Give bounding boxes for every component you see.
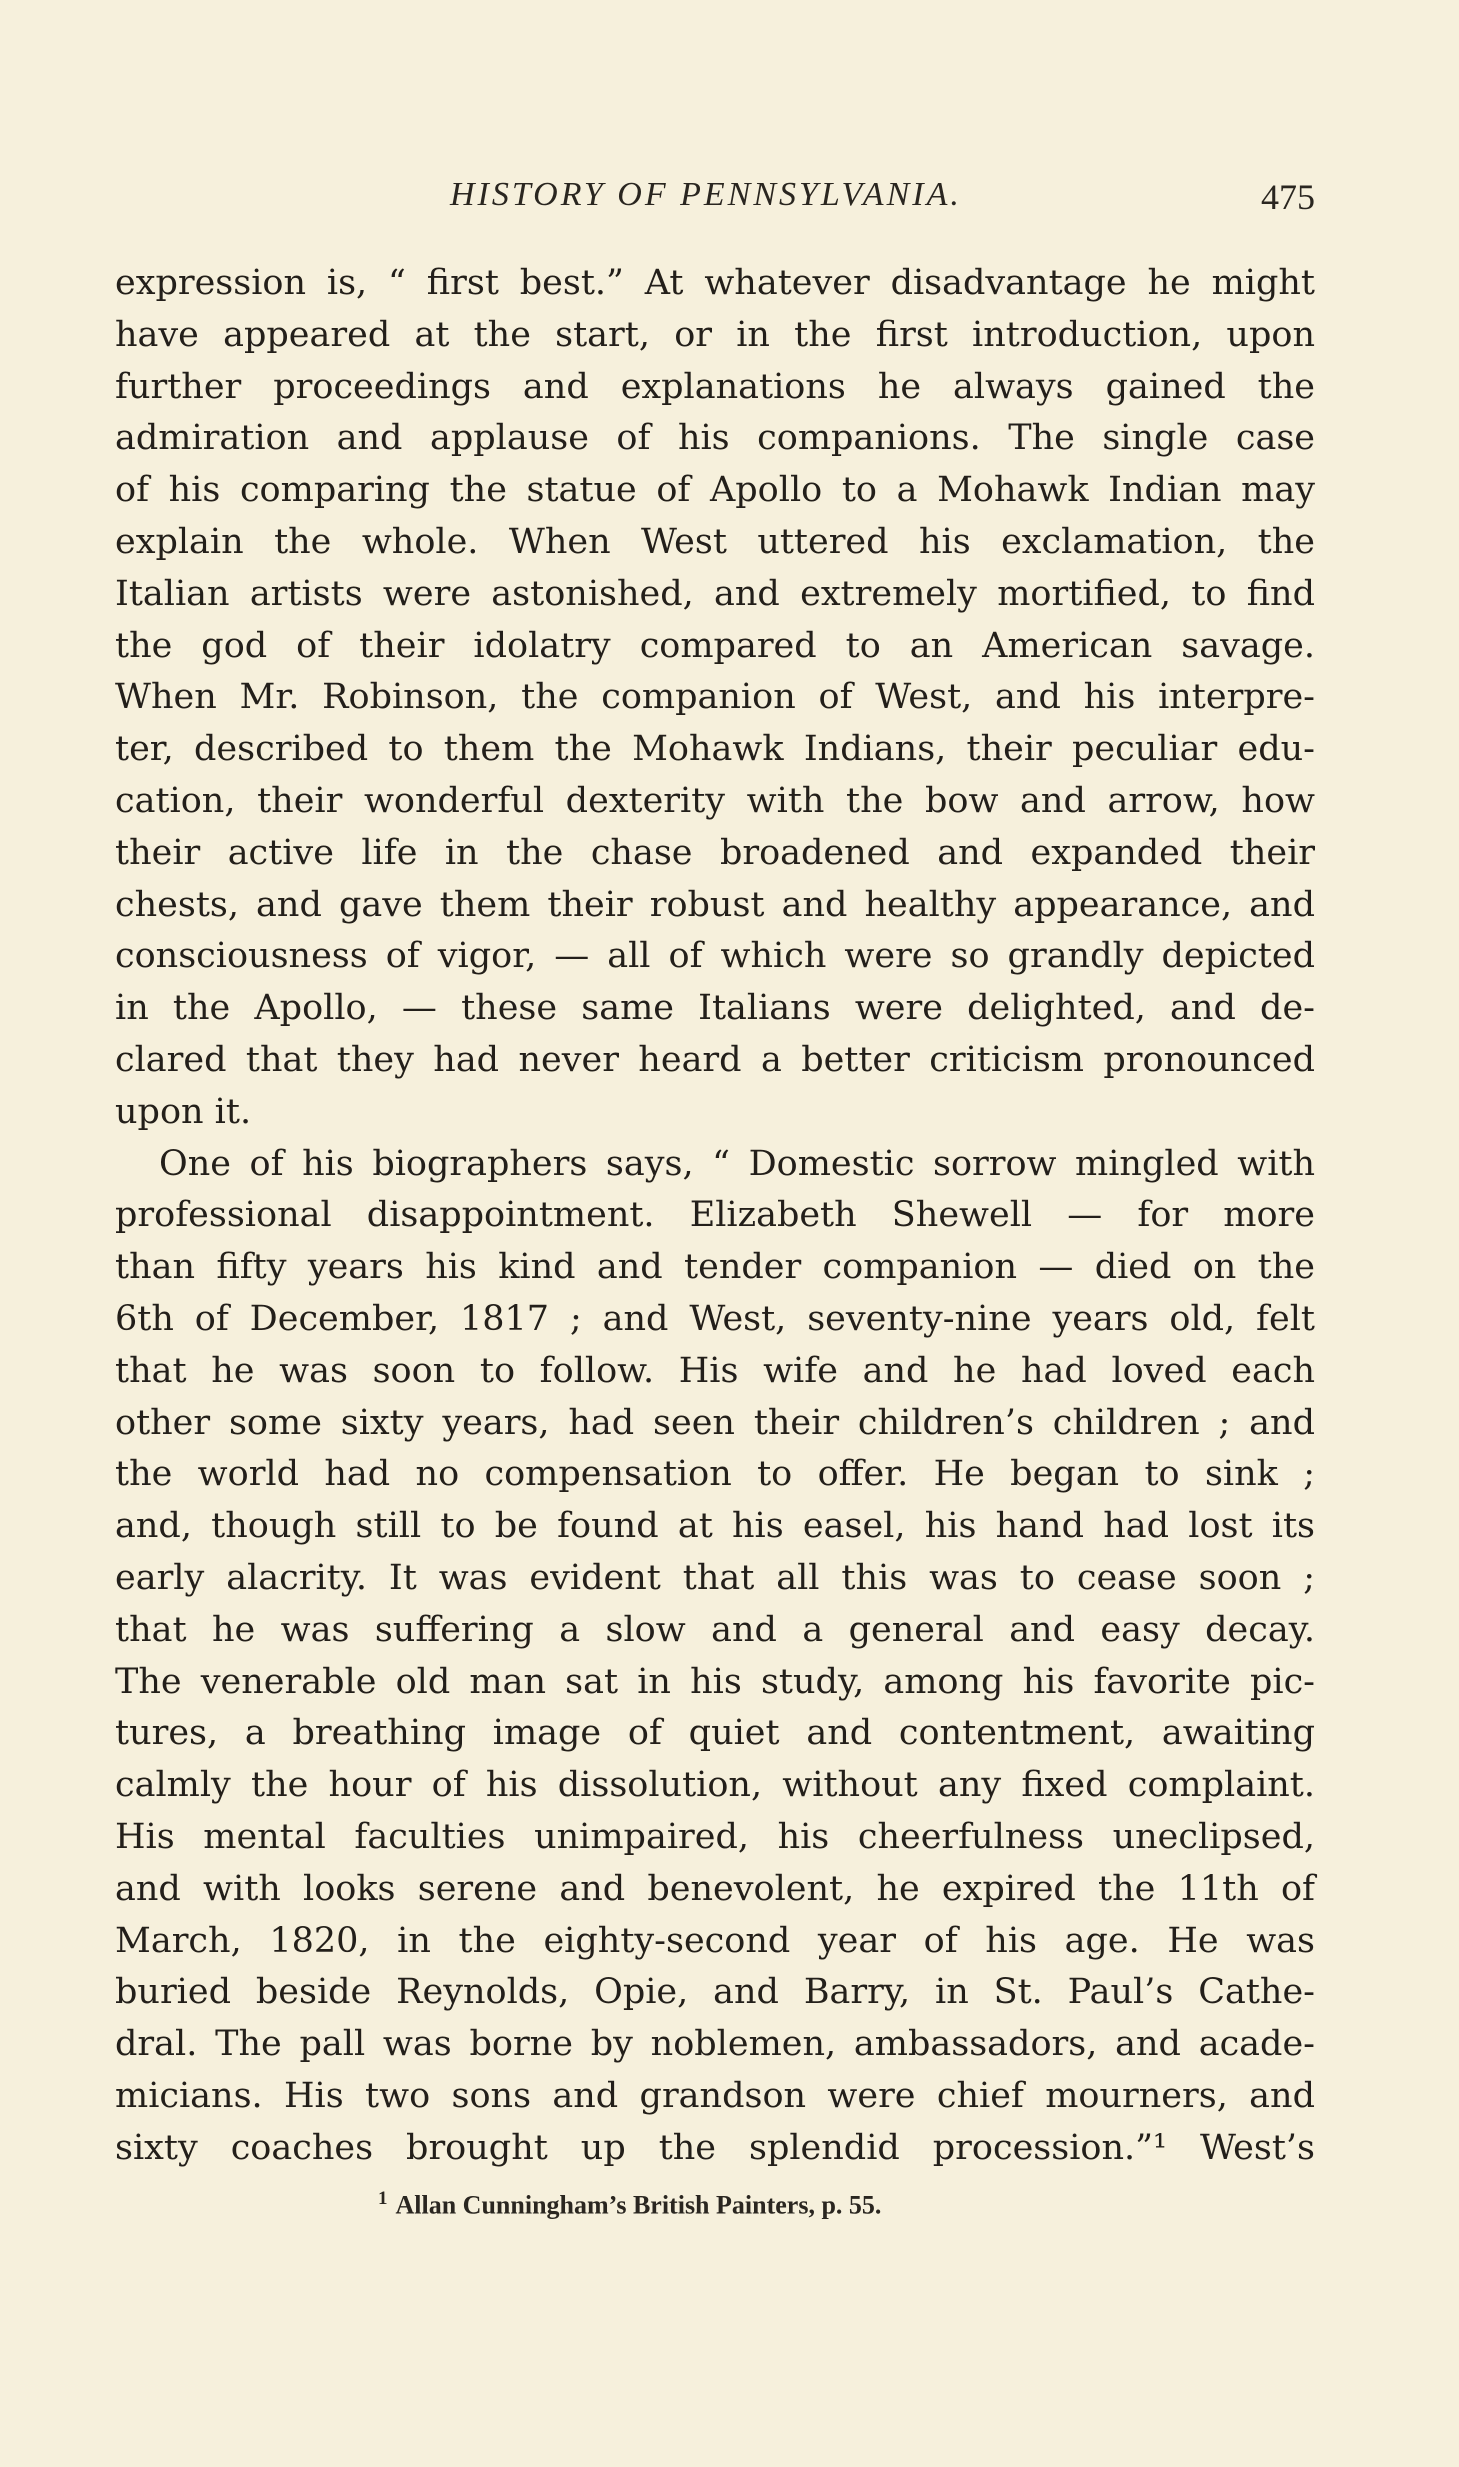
text-line: dral. The pall was borne by noblemen, ambassadors, and acade- [115, 2024, 1315, 2065]
text-line: chests, and gave them their robust and healthy appearance, and [115, 884, 1315, 925]
text-line: When Mr. Robinson, the companion of West, and his interpre- [115, 677, 1315, 718]
text-line: 6th of December, 1817 ; and West, seventy-nine years old, felt [115, 1298, 1315, 1339]
text-line: One of his biographers says, “ Domestic sorrow mingled with [159, 1143, 1315, 1184]
text-line: other some sixty years, had seen their children’s children ; and [115, 1402, 1315, 1443]
text-line: The venerable old man sat in his study, among his favorite pic- [115, 1661, 1315, 1702]
body-text [115, 258, 1315, 2174]
text-line: in the Apollo, — these same Italians were delighted, and de- [115, 988, 1315, 1029]
text-line: early alacrity. It was evident that all this was to cease soon ; [115, 1557, 1315, 1598]
footnote-text: Allan Cunningham’s British Painters, p. 55. [395, 2190, 882, 2220]
text-line: of his comparing the statue of Apollo to a Mohawk Indian may [115, 470, 1315, 511]
text-line: His mental faculties unimpaired, his cheerfulness uneclipsed, [115, 1816, 1315, 1857]
running-title: HISTORY OF PENNSYLVANIA. [450, 176, 962, 213]
text-line: buried beside Reynolds, Opie, and Barry, in St. Paul’s Cathe- [115, 1972, 1315, 2013]
text-line: that he was soon to follow. His wife and he had loved each [115, 1350, 1315, 1391]
text-line: the world had no compensation to offer. He began to sink ; [115, 1454, 1315, 1495]
text-line: professional disappointment. Elizabeth Shewell — for more [115, 1195, 1315, 1236]
text-line: March, 1820, in the eighty-second year of his age. He was [115, 1920, 1315, 1961]
text-line: expression is, “ first best.” At whatever disadvantage he might [115, 263, 1315, 303]
page-number: 475 [1261, 177, 1315, 217]
text-line: consciousness of vigor, — all of which were so grandly depicted [115, 936, 1315, 977]
text-line: further proceedings and explanations he always gained the [115, 366, 1315, 407]
text-line: have appeared at the start, or in the first introduction, upon [115, 314, 1315, 355]
text-line: upon it. [115, 1091, 252, 1132]
text-line: ter, described to them the Mohawk Indians, their peculiar edu- [115, 729, 1315, 770]
text-line: than fifty years his kind and tender companion — died on the [115, 1247, 1315, 1288]
text-line: clared that they had never heard a better criticism pronounced [115, 1039, 1315, 1080]
text-line: cation, their wonderful dexterity with the bow and arrow, how [115, 780, 1315, 821]
footnote [378, 2188, 881, 2221]
text-line: admiration and applause of his companions. The single case [115, 418, 1315, 459]
text-line: the god of their idolatry compared to an American savage. [115, 625, 1315, 666]
text-line: explain the whole. When West uttered his exclamation, the [115, 521, 1315, 562]
text-line: calmly the hour of his dissolution, without any fixed complaint. [115, 1765, 1315, 1806]
text-line: tures, a breathing image of quiet and contentment, awaiting [115, 1713, 1315, 1754]
text-line: their active life in the chase broadened and expanded their [115, 832, 1315, 873]
text-line: and, though still to be found at his easel, his hand had lost its [115, 1506, 1315, 1547]
footnote-marker: 1 [378, 2188, 388, 2209]
text-line: that he was suffering a slow and a general and easy decay. [115, 1609, 1315, 1650]
page-header [115, 176, 1315, 226]
text-line: micians. His two sons and grandson were chief mourners, and [115, 2075, 1315, 2116]
text-line: and with looks serene and benevolent, he expired the 11th of [115, 1868, 1315, 1909]
text-line: Italian artists were astonished, and extremely mortified, to find [115, 573, 1315, 614]
text-line: sixty coaches brought up the splendid procession.”¹ West’s [115, 2127, 1315, 2168]
